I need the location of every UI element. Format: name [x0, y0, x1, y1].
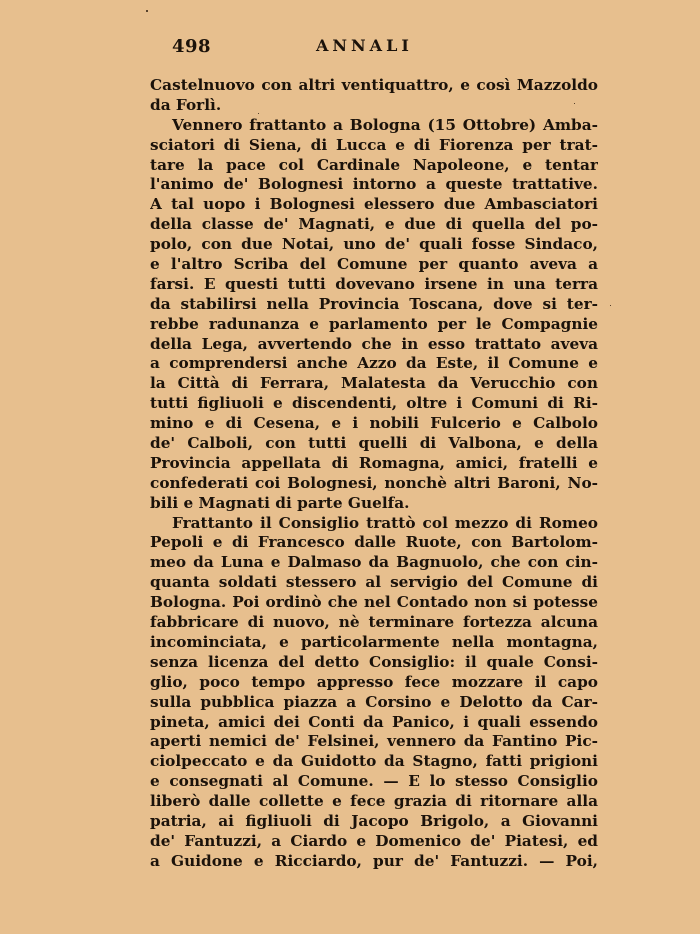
text-line: bili e Magnati di parte Guelfa. — [150, 493, 410, 512]
text-line: A tal uopo i Bolognesi elessero due Ambasciatori — [150, 195, 598, 214]
text-line: sciatori di Siena, di Lucca e di Fiorenza per trat- — [150, 135, 598, 154]
paper-speck — [146, 10, 148, 12]
text-line: mino e di Cesena, e i nobili Fulcerio e Calbolo — [150, 414, 598, 433]
text-line: sulla pubblica piazza a Corsino e Delotto da Car- — [150, 692, 598, 711]
text-line: l'animo de' Bolognesi intorno a queste trattative. — [150, 175, 598, 194]
paper-speck — [574, 103, 575, 104]
text-line: a Guidone e Ricciardo, pur de' Fantuzzi. — Poi, — [150, 851, 598, 870]
text-line: da Forlì. — [150, 95, 222, 114]
text-line: della Lega, avvertendo che in esso trattato aveva — [150, 334, 598, 353]
text-line: la Città di Ferrara, Malatesta da Verucchio con — [150, 374, 598, 393]
text-line: senza licenza del detto Consiglio: il quale Consi- — [150, 652, 598, 671]
text-line: pineta, amici dei Conti da Panico, i quali essendo — [150, 712, 598, 731]
text-line: della classe de' Magnati, e due di quella del po- — [150, 215, 598, 234]
text-line: polo, con due Notai, uno de' quali fosse Sindaco, — [150, 235, 598, 254]
paper-speck — [610, 305, 611, 306]
text-line: patria, ai figliuoli di Jacopo Brigolo, a Giovanni — [150, 811, 598, 830]
text-line: da stabilirsi nella Provincia Toscana, dove si ter- — [150, 294, 598, 313]
text-line: Provincia appellata di Romagna, amici, fratelli e — [150, 453, 598, 472]
text-line: ciolpeccato e da Guidotto da Stagno, fatti prigioni — [150, 752, 598, 771]
text-line: Pepoli e di Francesco dalle Ruote, con Bartolom- — [150, 533, 598, 552]
text-line: de' Calboli, con tutti quelli di Valbona, e della — [150, 434, 598, 453]
text-line: aperti nemici de' Felsinei, vennero da Fantino Pic- — [150, 732, 598, 751]
text-line: fabbricare di nuovo, nè terminare fortezza alcuna — [150, 613, 598, 632]
text-line: glio, poco tempo appresso fece mozzare il capo — [150, 672, 598, 691]
text-line: e l'altro Scriba del Comune per quanto aveva a — [150, 255, 598, 274]
page-number: 498 — [172, 36, 212, 57]
text-line: e consegnati al Comune. — E lo stesso Consiglio — [150, 772, 598, 791]
text-line: tare la pace col Cardinale Napoleone, e tentar — [150, 155, 598, 174]
paper-speck — [258, 113, 259, 114]
running-title: ANNALI — [316, 36, 413, 55]
body-text — [150, 76, 598, 872]
text-line: liberò dalle collette e fece grazia di ritornare alla — [150, 792, 598, 811]
page-header — [150, 36, 600, 60]
text-line: Castelnuovo con altri ventiquattro, e così Mazzoldo — [150, 76, 598, 94]
text-line: confederati coi Bolognesi, nonchè altri Baroni, No- — [150, 473, 598, 492]
text-line: farsi. E questi tutti dovevano irsene in una terra — [150, 274, 598, 293]
text-line: incominciata, e particolarmente nella montagna, — [150, 632, 598, 651]
text-line: a comprendersi anche Azzo da Este, il Comune e — [150, 354, 598, 373]
text-line: tutti figliuoli e discendenti, oltre i Comuni di Ri- — [150, 394, 598, 413]
text-line: quanta soldati stessero al servigio del Comune di — [150, 573, 598, 592]
text-line: rebbe radunanza e parlamento per le Compagnie — [150, 314, 598, 333]
text-line: de' Fantuzzi, a Ciardo e Domenico de' Piatesi, ed — [150, 831, 598, 850]
text-line: meo da Luna e Dalmaso da Bagnuolo, che con cin- — [150, 553, 598, 572]
text-line: Vennero frattanto a Bologna (15 Ottobre) Amba- — [172, 115, 598, 134]
text-line: Bologna. Poi ordinò che nel Contado non si potesse — [150, 593, 598, 612]
text-line: Frattanto il Consiglio trattò col mezzo di Romeo — [172, 513, 598, 532]
